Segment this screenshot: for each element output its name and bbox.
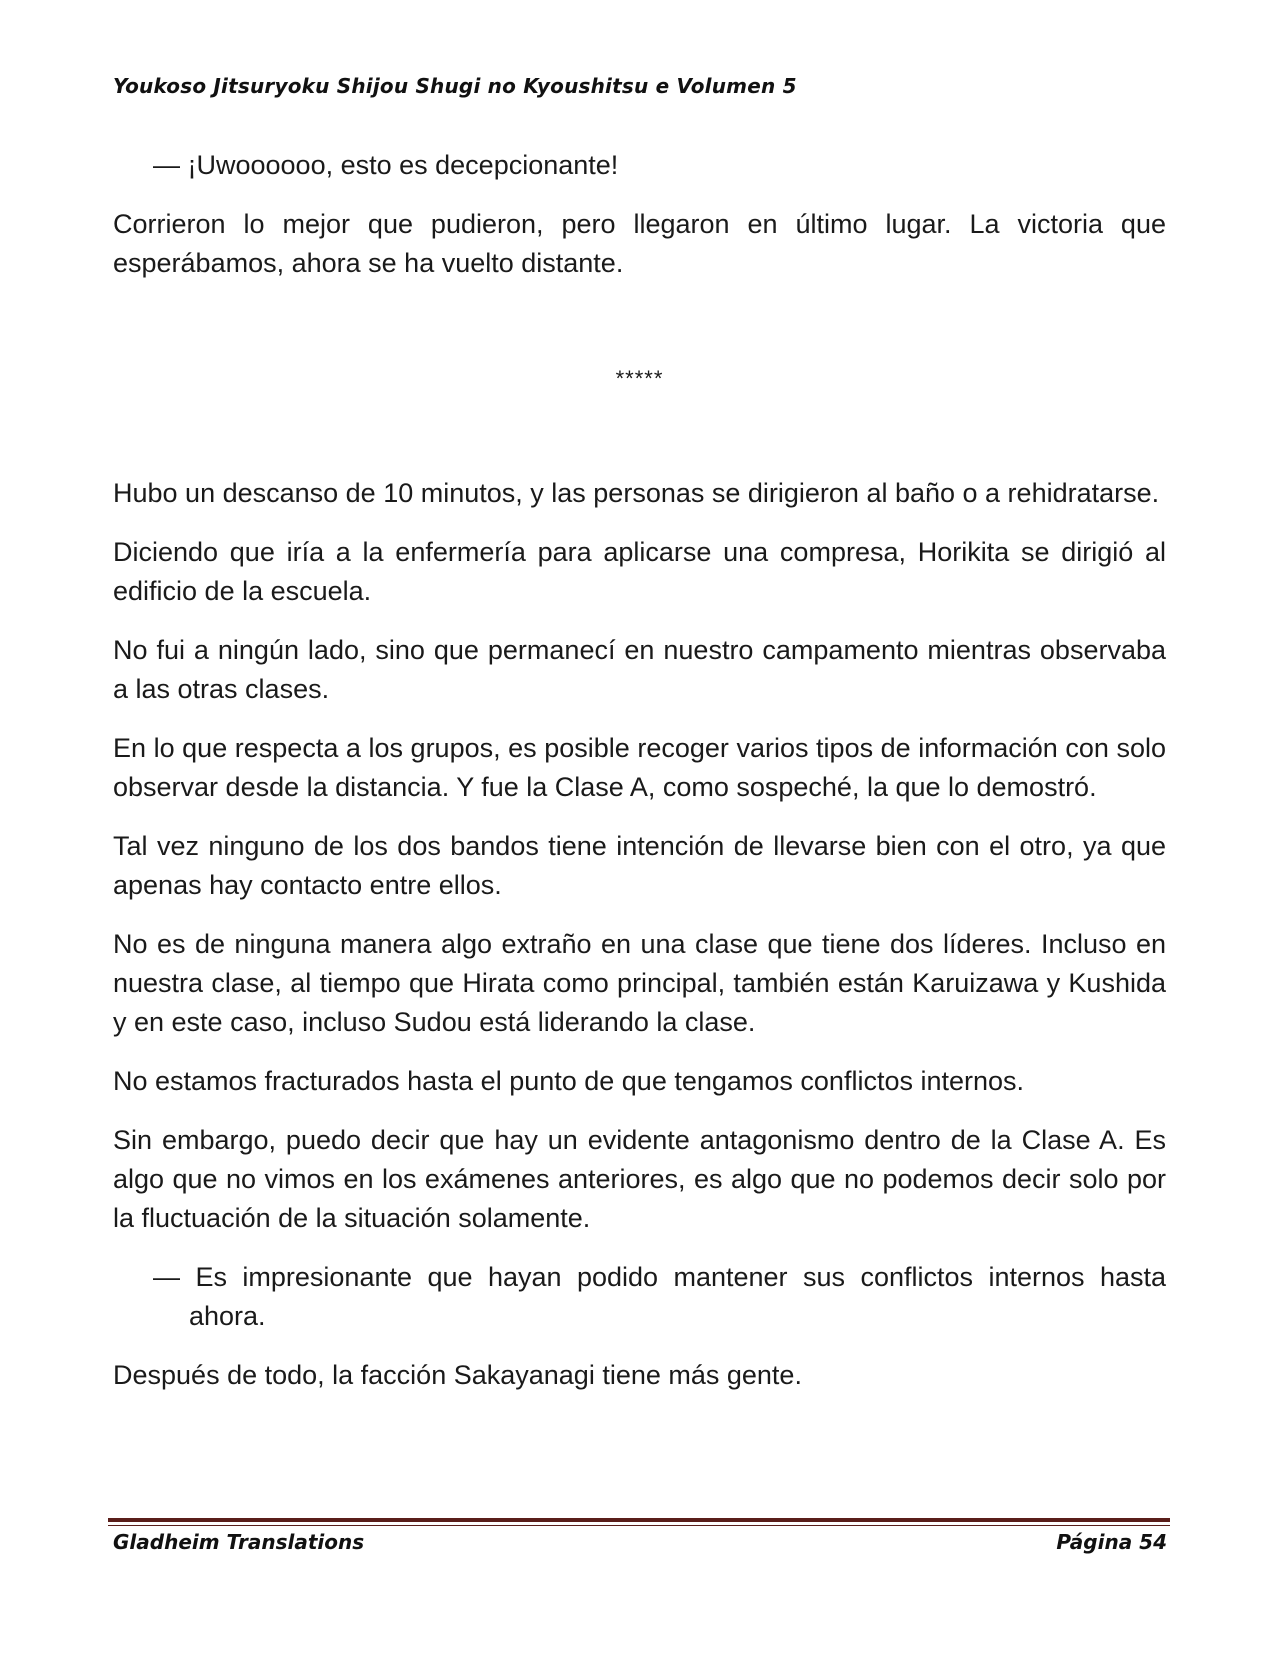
paragraph: No es de ninguna manera algo extraño en una clase que tiene dos líderes. Incluso en nuestra clase, al tiempo que Hirata como principal, también están Karuizawa y Kushida y en este caso, incluso Sudou está liderando la clase.: [113, 929, 1166, 1037]
paragraph: Después de todo, la facción Sakayanagi tiene más gente.: [113, 1360, 802, 1390]
paragraph: Diciendo que iría a la enfermería para aplicarse una compresa, Horikita se dirigió al edificio de la escuela.: [113, 537, 1166, 606]
footer-divider-thick: [108, 1518, 1170, 1522]
paragraph: Hubo un descanso de 10 minutos, y las personas se dirigieron al baño o a rehidratarse.: [113, 478, 1160, 508]
scene-separator: *****: [615, 366, 664, 391]
dialogue-line: — Es impresionante que hayan podido mantener sus conflictos internos hasta ahora.: [153, 1262, 1166, 1331]
page-header-title: Youkoso Jitsuryoku Shijou Shugi no Kyoushitsu e Volumen 5: [113, 74, 797, 98]
paragraph: No estamos fracturados hasta el punto de que tengamos conflictos internos.: [113, 1066, 1025, 1096]
paragraph: Tal vez ninguno de los dos bandos tiene intención de llevarse bien con el otro, ya que apenas hay contacto entre ellos.: [113, 831, 1166, 900]
footer-translator-name: Gladheim Translations: [113, 1530, 365, 1554]
dialogue-line: — ¡Uwoooooo, esto es decepcionante!: [153, 150, 619, 180]
spacer: [113, 418, 1166, 474]
footer-divider-thin: [108, 1525, 1170, 1526]
paragraph: Sin embargo, puedo decir que hay un evidente antagonismo dentro de la Clase A. Es algo que no vimos en los exámenes anteriores, es algo que no podemos decir solo por la fluctuación de la situación solamente.: [113, 1125, 1166, 1233]
spacer: [113, 303, 1166, 359]
paragraph: No fui a ningún lado, sino que permanecí en nuestro campamento mientras observaba a las otras clases.: [113, 635, 1166, 704]
page-body: [113, 146, 1166, 1415]
paragraph: En lo que respecta a los grupos, es posible recoger varios tipos de información con solo observar desde la distancia. Y fue la Clase A, como sospeché, la que lo demostró.: [113, 733, 1166, 802]
footer-page-number: Página 54: [1056, 1530, 1167, 1554]
paragraph: Corrieron lo mejor que pudieron, pero llegaron en último lugar. La victoria que esperábamos, ahora se ha vuelto distante.: [113, 209, 1166, 278]
